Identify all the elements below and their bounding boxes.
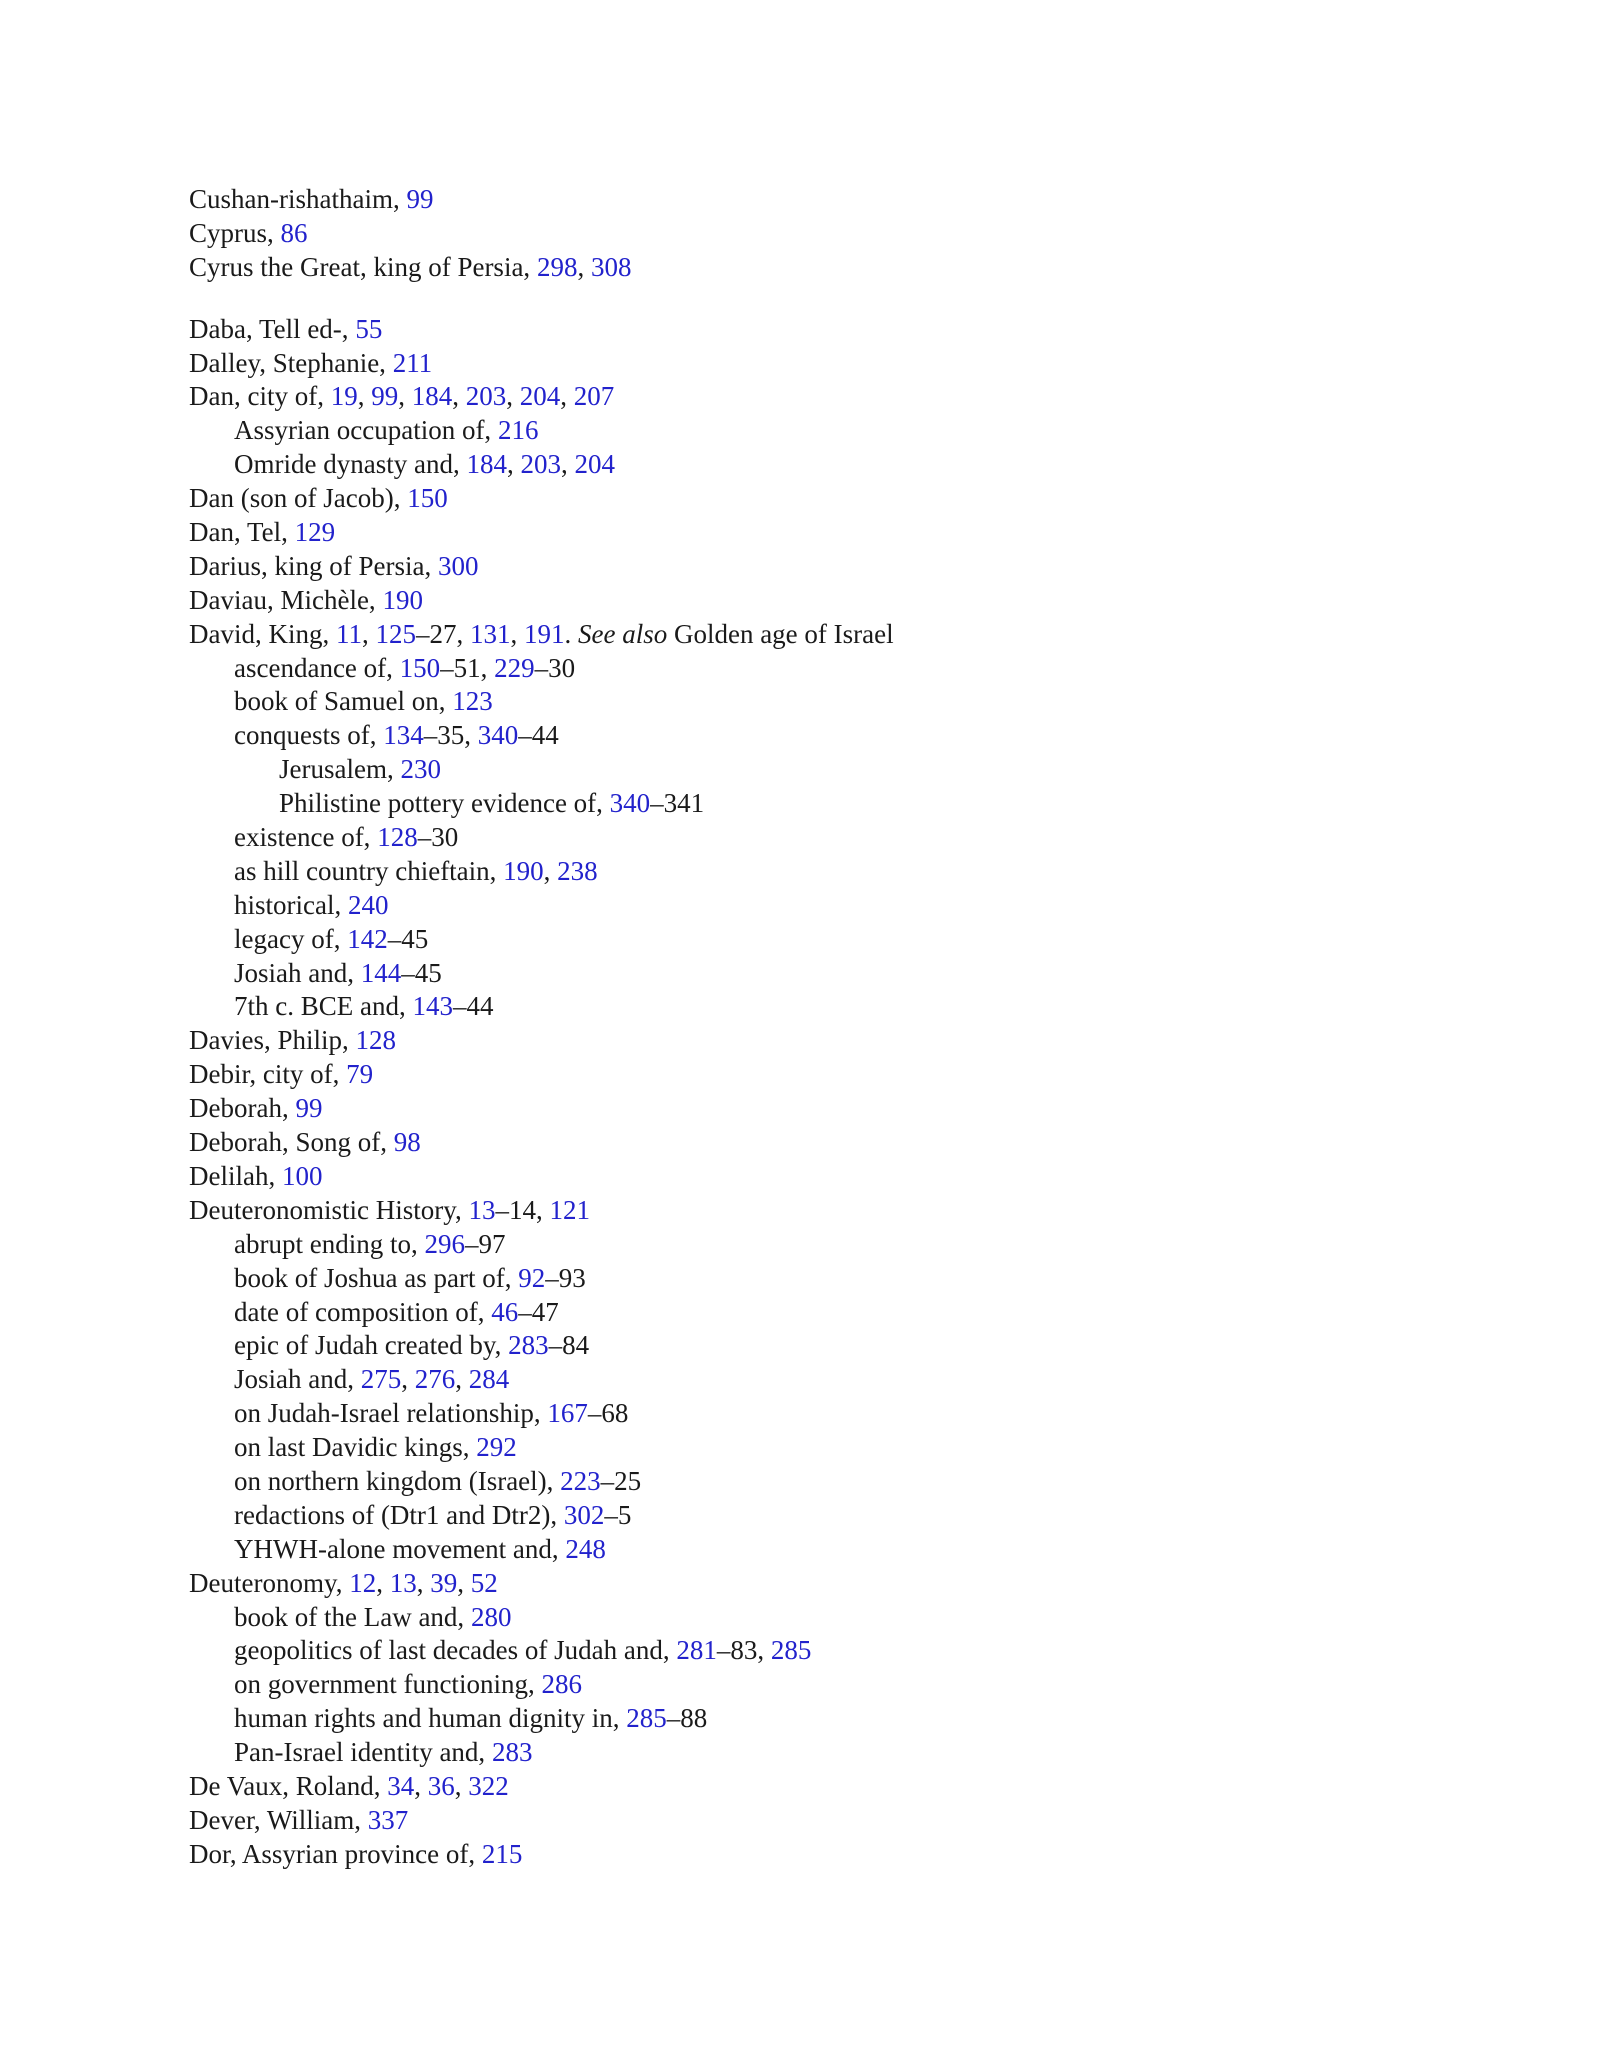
index-subentry xyxy=(189,787,894,821)
page-number-link[interactable]: 292 xyxy=(476,1432,517,1463)
index-term-text: conquests of, xyxy=(234,720,384,751)
index-term-text: legacy of, xyxy=(234,923,348,954)
index-term-text: ascendance of, xyxy=(234,652,400,683)
index-subentry xyxy=(189,1296,894,1330)
index-subentry xyxy=(189,1228,894,1262)
page-number-link[interactable]: 229 xyxy=(494,652,535,683)
page-number-link[interactable]: 99 xyxy=(371,381,399,412)
page-number-link[interactable]: 286 xyxy=(541,1669,582,1700)
index-subentry xyxy=(189,1363,894,1397)
index-term-text: as hill country chieftain, xyxy=(234,855,504,886)
index-entry xyxy=(189,183,894,217)
page-number-link[interactable]: 240 xyxy=(347,889,389,920)
index-term-text: Davies, Philip, xyxy=(189,1025,356,1056)
page-number-link[interactable]: 184 xyxy=(411,381,453,412)
index-term-text: Cushan-rishathaim, xyxy=(189,184,407,214)
page-number-link[interactable]: 13 xyxy=(468,1194,496,1225)
index-term-text: Dan, Tel, xyxy=(189,517,295,548)
page-number-link[interactable]: 142 xyxy=(347,923,388,954)
page-number-link[interactable]: 283 xyxy=(491,1737,533,1768)
page-number-link[interactable]: 134 xyxy=(383,720,424,751)
index-entry xyxy=(189,1058,894,1092)
index-term-text: Jerusalem, xyxy=(279,754,401,785)
page-number-link[interactable]: 203 xyxy=(465,381,507,412)
page-number-link[interactable]: 128 xyxy=(355,1025,396,1056)
index-subentry xyxy=(189,448,894,482)
index-subentry xyxy=(189,685,894,719)
index-subentry xyxy=(189,1736,894,1770)
page-number-link[interactable]: 284 xyxy=(468,1364,510,1395)
index-term-text: –51, xyxy=(440,652,495,683)
index-term-text: , xyxy=(455,1364,469,1395)
index-term-text: , xyxy=(506,449,521,480)
index-term-text: Dan, city of, xyxy=(189,381,331,412)
index-entry xyxy=(189,1567,894,1601)
index-subentry xyxy=(189,652,894,686)
index-term-text: date of composition of, xyxy=(234,1296,492,1327)
index-term-text: , xyxy=(457,1567,471,1598)
page-number-link[interactable]: 184 xyxy=(466,449,507,480)
index-term-text: on northern kingdom (Israel), xyxy=(234,1465,561,1496)
index-term-text: –84 xyxy=(548,1330,590,1361)
index-entry xyxy=(189,1838,894,1872)
index-term-text: , xyxy=(414,1770,428,1801)
index-term-text: –14, xyxy=(495,1194,550,1225)
page-number-link[interactable]: 100 xyxy=(281,1160,323,1191)
index-entry xyxy=(189,1126,894,1160)
page-number-link[interactable]: 128 xyxy=(377,822,418,853)
page-number-link[interactable]: 280 xyxy=(470,1601,512,1632)
index-term-text: geopolitics of last decades of Judah and, xyxy=(234,1635,677,1666)
index-term-text: David, King, xyxy=(189,618,336,649)
index-term-text: on last Davidic kings, xyxy=(234,1432,477,1463)
index-term-text: Omride dynasty and, xyxy=(234,449,467,480)
index-entry xyxy=(189,313,894,347)
page-number-link[interactable]: 285 xyxy=(626,1703,667,1734)
index-term-text: –25 xyxy=(600,1465,642,1496)
index-term-text: YHWH-alone movement and, xyxy=(234,1533,566,1564)
page-number-link[interactable]: 86 xyxy=(280,217,308,248)
index-subentry xyxy=(189,1329,894,1363)
index-subentry xyxy=(189,1465,894,1499)
page-number-link[interactable]: 204 xyxy=(519,381,561,412)
index-term-text: –341 xyxy=(650,788,705,819)
index-entry xyxy=(189,347,894,381)
index-term-text: –44 xyxy=(452,991,494,1022)
index-entry xyxy=(189,251,894,285)
index-term-text: –5 xyxy=(604,1499,632,1530)
index-term-text: –47 xyxy=(518,1296,559,1327)
index-term-text: book of Samuel on, xyxy=(234,686,453,717)
index-term-text: –88 xyxy=(666,1703,708,1734)
index-term-text: Dever, William, xyxy=(189,1804,368,1835)
index-term-text: existence of, xyxy=(234,822,378,853)
page-number-link[interactable]: 191 xyxy=(523,618,565,649)
index-subentry xyxy=(189,957,894,991)
index-entry xyxy=(189,618,894,652)
page-number-link[interactable]: 308 xyxy=(590,251,632,282)
page-number-link[interactable]: 99 xyxy=(406,184,434,214)
index-term-text: Daviau, Michèle, xyxy=(189,584,383,615)
index-entry xyxy=(189,482,894,516)
index-entry xyxy=(189,1024,894,1058)
index-term-text: , xyxy=(577,251,591,282)
page-number-link[interactable]: 207 xyxy=(573,381,615,412)
page-number-link[interactable]: 283 xyxy=(508,1330,549,1361)
page-number-link[interactable]: 340 xyxy=(477,720,519,751)
index-subentry xyxy=(189,990,894,1024)
index-term-text: abrupt ending to, xyxy=(234,1228,425,1259)
index-term-text: Dalley, Stephanie, xyxy=(189,347,393,378)
page-number-link[interactable]: 300 xyxy=(437,550,479,581)
index-term-text: Assyrian occupation of, xyxy=(234,415,498,446)
index-subentry xyxy=(189,855,894,889)
index-term-text: –83, xyxy=(716,1635,771,1666)
page-number-link[interactable]: 144 xyxy=(360,957,402,988)
index-term-text: –44 xyxy=(518,720,559,751)
index-term-text: , xyxy=(398,381,412,412)
page-number-link[interactable]: 121 xyxy=(549,1194,590,1225)
page-number-link[interactable]: 281 xyxy=(676,1635,717,1666)
index-term-text: , xyxy=(376,1567,390,1598)
index-term-text: –27, xyxy=(415,618,470,649)
index-term-text: , xyxy=(560,381,574,412)
index-entry xyxy=(189,380,894,414)
page-number-link[interactable]: 223 xyxy=(560,1465,601,1496)
page-number-link[interactable]: 230 xyxy=(400,754,441,785)
index-subentry xyxy=(189,1431,894,1465)
index-term-text: Dor, Assyrian province of, xyxy=(189,1838,482,1869)
index-term-text: human rights and human dignity in, xyxy=(234,1703,627,1734)
index-term-text: Darius, king of Persia, xyxy=(189,550,438,581)
index-entry xyxy=(189,1194,894,1228)
index-term-text: Deborah, xyxy=(189,1093,296,1124)
index-term-text: –68 xyxy=(587,1398,629,1429)
index-entry xyxy=(189,550,894,584)
index-term-text: , xyxy=(401,1364,415,1395)
page-number-link[interactable]: 79 xyxy=(346,1059,374,1090)
page-number-link[interactable]: 52 xyxy=(470,1567,498,1598)
page-number-link[interactable]: 39 xyxy=(430,1567,458,1598)
page-number-link[interactable]: 190 xyxy=(503,855,544,886)
index-term-text: , xyxy=(560,449,575,480)
index-subentry xyxy=(189,1634,894,1668)
index-term-text: redactions of (Dtr1 and Dtr2), xyxy=(234,1499,564,1530)
index-term-text: –45 xyxy=(401,957,442,988)
page-number-link[interactable]: 275 xyxy=(360,1364,402,1395)
index-term-text: De Vaux, Roland, xyxy=(189,1770,388,1801)
index-term-text: Dan (son of Jacob), xyxy=(189,483,408,514)
page-number-link[interactable]: 296 xyxy=(424,1228,465,1259)
index-entry xyxy=(189,516,894,550)
index-subentry xyxy=(189,1601,894,1635)
index-term-text: , xyxy=(510,618,524,649)
index-term-text: Pan-Israel identity and, xyxy=(234,1737,492,1768)
index-subentry xyxy=(189,821,894,855)
index-term-text: –97 xyxy=(464,1228,506,1259)
page-number-link[interactable]: 13 xyxy=(389,1567,417,1598)
page-number-link[interactable]: 131 xyxy=(469,618,511,649)
index-term-text: Golden age of Israel xyxy=(667,618,894,649)
index-term-text: , xyxy=(452,381,466,412)
index-subentry xyxy=(189,1533,894,1567)
index-term-text: –93 xyxy=(545,1262,586,1293)
index-term-text: Deuteronomy, xyxy=(189,1567,350,1598)
index-subentry xyxy=(189,753,894,787)
page-number-link[interactable]: 12 xyxy=(349,1567,377,1598)
page-number-link[interactable]: 238 xyxy=(557,855,598,886)
index-term-text: , xyxy=(506,381,520,412)
index-term-text: Josiah and, xyxy=(234,957,361,988)
index-term-text: , xyxy=(543,855,558,886)
index-list xyxy=(189,183,894,1872)
index-entry xyxy=(189,1804,894,1838)
index-term-text: 7th c. BCE and, xyxy=(234,991,413,1022)
index-entry xyxy=(189,1092,894,1126)
page-number-link[interactable]: 19 xyxy=(330,381,358,412)
index-term-text: book of Joshua as part of, xyxy=(234,1262,519,1293)
page-number-link[interactable]: 123 xyxy=(452,686,493,717)
index-term-text: Delilah, xyxy=(189,1160,282,1191)
index-term-text: Deuteronomistic History, xyxy=(189,1194,469,1225)
index-term-text: , xyxy=(416,1567,431,1598)
page-number-link[interactable]: 150 xyxy=(407,483,448,514)
index-term-text: epic of Judah created by, xyxy=(234,1330,509,1361)
page-number-link[interactable]: 276 xyxy=(414,1364,456,1395)
index-term-text: . xyxy=(564,618,578,649)
page-number-link[interactable]: 150 xyxy=(399,652,441,683)
page-number-link[interactable]: 11 xyxy=(335,618,362,649)
page-number-link[interactable]: 46 xyxy=(491,1296,519,1327)
page-number-link[interactable]: 92 xyxy=(518,1262,546,1293)
page-number-link[interactable]: 302 xyxy=(563,1499,605,1530)
page-number-link[interactable]: 55 xyxy=(355,313,383,344)
index-subentry xyxy=(189,1262,894,1296)
index-term-text: Daba, Tell ed-, xyxy=(189,313,356,344)
page-number-link[interactable]: 248 xyxy=(565,1533,606,1564)
page-number-link[interactable]: 298 xyxy=(536,251,578,282)
index-term-text: Philistine pottery evidence of, xyxy=(279,788,610,819)
index-term-text: –30 xyxy=(417,822,459,853)
index-term-text: , xyxy=(361,618,376,649)
index-term-text: , xyxy=(357,381,372,412)
page-number-link[interactable]: 98 xyxy=(393,1127,421,1158)
index-entry xyxy=(189,217,894,251)
index-term-text: , xyxy=(454,1770,469,1801)
index-term-text: Debir, city of, xyxy=(189,1059,347,1090)
index-entry xyxy=(189,584,894,618)
page-number-link[interactable]: 99 xyxy=(295,1093,323,1124)
page-number-link[interactable]: 216 xyxy=(497,415,539,446)
index-subentry xyxy=(189,414,894,448)
page-number-link[interactable]: 215 xyxy=(481,1838,523,1869)
page-number-link[interactable]: 337 xyxy=(367,1804,409,1835)
index-entry xyxy=(189,1160,894,1194)
page-number-link[interactable]: 34 xyxy=(387,1770,415,1801)
index-subentry xyxy=(189,889,894,923)
page-number-link[interactable]: 340 xyxy=(609,788,651,819)
index-term-text: historical, xyxy=(234,889,348,920)
page-number-link[interactable]: 285 xyxy=(770,1635,812,1666)
page-number-link[interactable]: 204 xyxy=(574,449,615,480)
index-term-text: book of the Law and, xyxy=(234,1601,471,1632)
page-number-link[interactable]: 211 xyxy=(392,347,433,378)
page-number-link[interactable]: 36 xyxy=(427,1770,455,1801)
page-number-link[interactable]: 125 xyxy=(375,618,416,649)
page-number-link[interactable]: 143 xyxy=(412,991,453,1022)
see-also-label: See also xyxy=(577,618,668,649)
page-number-link[interactable]: 167 xyxy=(547,1398,588,1429)
index-subentry xyxy=(189,1702,894,1736)
index-term-text: –45 xyxy=(387,923,429,954)
index-term-text: on government functioning, xyxy=(234,1669,542,1700)
index-subentry xyxy=(189,1499,894,1533)
index-subentry xyxy=(189,719,894,753)
index-term-text: on Judah-Israel relationship, xyxy=(234,1398,548,1429)
index-term-text: –35, xyxy=(423,720,478,751)
page-number-link[interactable]: 203 xyxy=(520,449,561,480)
page-number-link[interactable]: 322 xyxy=(468,1770,509,1801)
index-subentry xyxy=(189,1397,894,1431)
index-subentry xyxy=(189,1668,894,1702)
index-subentry xyxy=(189,923,894,957)
index-term-text: –30 xyxy=(534,652,576,683)
index-term-text: Deborah, Song of, xyxy=(189,1127,394,1158)
index-term-text: Cyrus the Great, king of Persia, xyxy=(189,251,537,282)
page-number-link[interactable]: 129 xyxy=(294,517,336,548)
page-number-link[interactable]: 190 xyxy=(382,584,423,615)
index-term-text: Cyprus, xyxy=(189,217,281,248)
index-term-text: Josiah and, xyxy=(234,1364,361,1395)
index-entry xyxy=(189,1770,894,1804)
